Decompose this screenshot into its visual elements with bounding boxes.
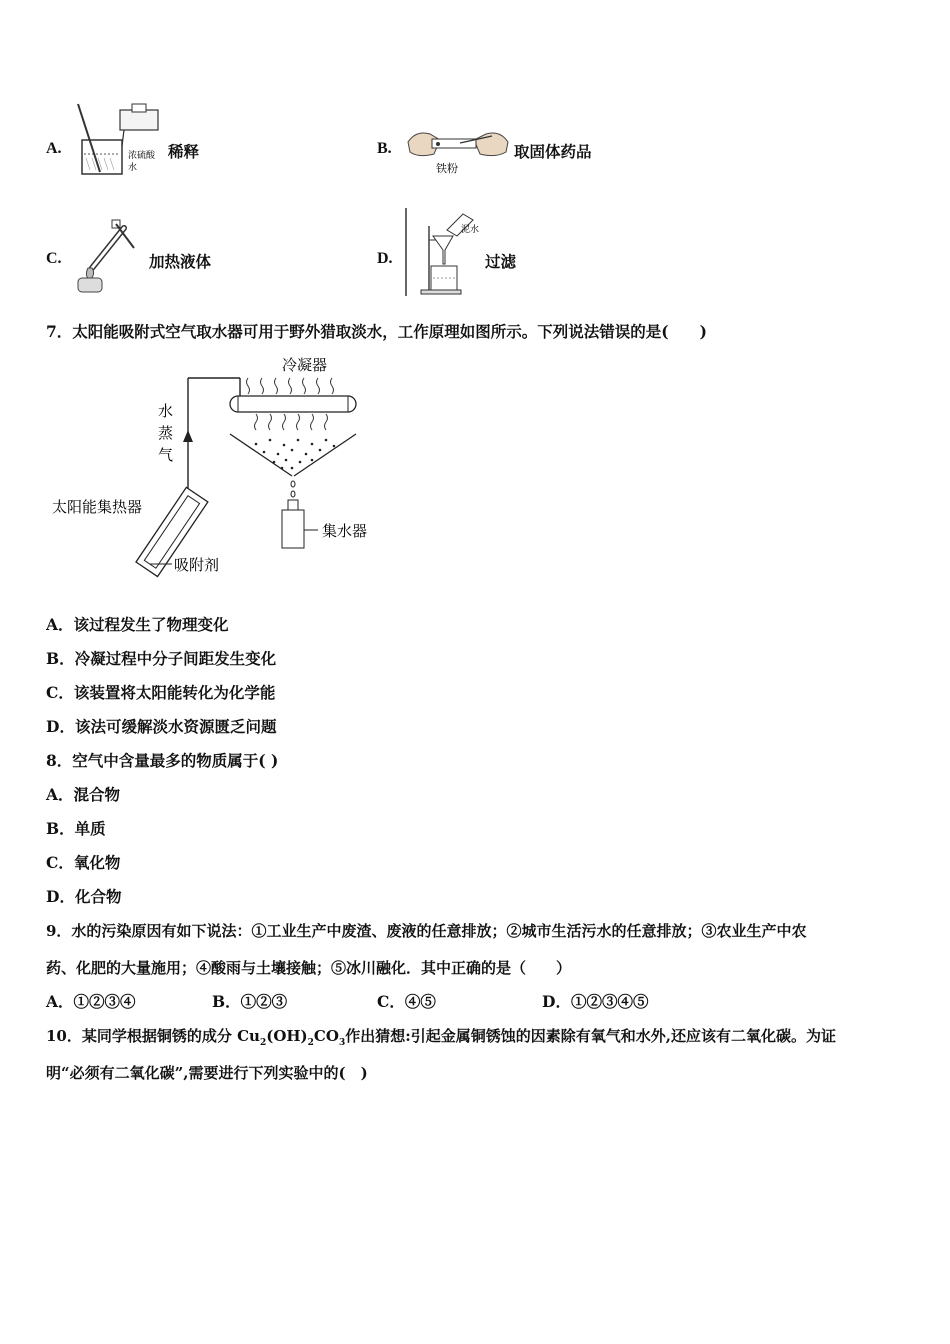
fig-label-water: 水	[128, 163, 138, 173]
fig-label-iron: 铁粉	[436, 162, 458, 175]
option-label: 稀释	[168, 142, 200, 161]
q7-option-d[interactable]: D．该法可缓解淡水资源匮乏问题	[46, 717, 277, 736]
q9-option-d[interactable]: D．①②③④⑤	[542, 992, 649, 1011]
q10-stem-line1: 10．某同学根据铜锈的成分 $Cu_2(OH)_2CO_3$作出猜想:引起金属铜锈蚀的因素除有氧气和水外,还应该有二氧化碳。为证	[46, 1027, 836, 1048]
vapor-label-1: 水	[158, 402, 174, 420]
q8-option-c[interactable]: C．氧化物	[46, 853, 121, 872]
q7-option-a[interactable]: A．该过程发生了物理变化	[46, 615, 229, 634]
q7-option-c[interactable]: C．该装置将太阳能转化为化学能	[46, 683, 276, 702]
option-letter: B.	[377, 140, 392, 157]
q9-stem-line1: 9．水的污染原因有如下说法：①工业生产中废渣、废液的任意排放；②城市生活污水的任意排放；③农业生产中农	[46, 922, 807, 940]
q8-option-a[interactable]: A．混合物	[46, 785, 121, 804]
q8-stem: 8．空气中含量最多的物质属于( )	[46, 751, 279, 770]
water-harvester-diagram	[46, 350, 396, 590]
dilution-figure	[76, 100, 168, 180]
q9-option-c[interactable]: C．④⑤	[377, 992, 436, 1011]
fig-label-mud-water: 泥水	[461, 225, 480, 235]
q8-option-d[interactable]: D．化合物	[46, 887, 122, 906]
q9-option-a[interactable]: A．①②③④	[46, 992, 136, 1011]
vapor-label-2: 蒸	[158, 424, 174, 442]
solid-sampling-figure	[404, 124, 512, 180]
solar-collector-label: 太阳能集热器	[52, 498, 143, 516]
option-label: 取固体药品	[514, 142, 592, 161]
q9-stem-line2: 药、化肥的大量施用；④酸雨与土壤接触；⑤冰川融化．其中正确的是（ ）	[46, 959, 572, 977]
q8-option-b[interactable]: B．单质	[46, 819, 106, 838]
filtration-figure	[403, 206, 485, 298]
option-letter: C.	[46, 250, 62, 267]
q10-stem-line2: 明“必须有二氧化碳”,需要进行下列实验中的( )	[46, 1064, 368, 1082]
condenser-label: 冷凝器	[282, 356, 328, 374]
option-label: 过滤	[485, 252, 517, 271]
fig-label-acid: 浓硫酸	[128, 151, 156, 161]
adsorbent-label: 吸附剂	[174, 556, 220, 574]
water-collector-label: 集水器	[322, 522, 368, 540]
q9-option-b[interactable]: B．①②③	[212, 992, 288, 1011]
heating-liquid-figure	[72, 218, 148, 296]
vapor-label-3: 气	[158, 446, 174, 464]
option-label: 加热液体	[149, 252, 212, 271]
q7-stem: 7．太阳能吸附式空气取水器可用于野外猎取淡水，工作原理如图所示。下列说法错误的是( )	[46, 322, 707, 341]
q7-option-b[interactable]: B．冷凝过程中分子间距发生变化	[46, 649, 277, 668]
option-letter: A.	[46, 140, 62, 157]
option-letter: D.	[377, 250, 393, 267]
